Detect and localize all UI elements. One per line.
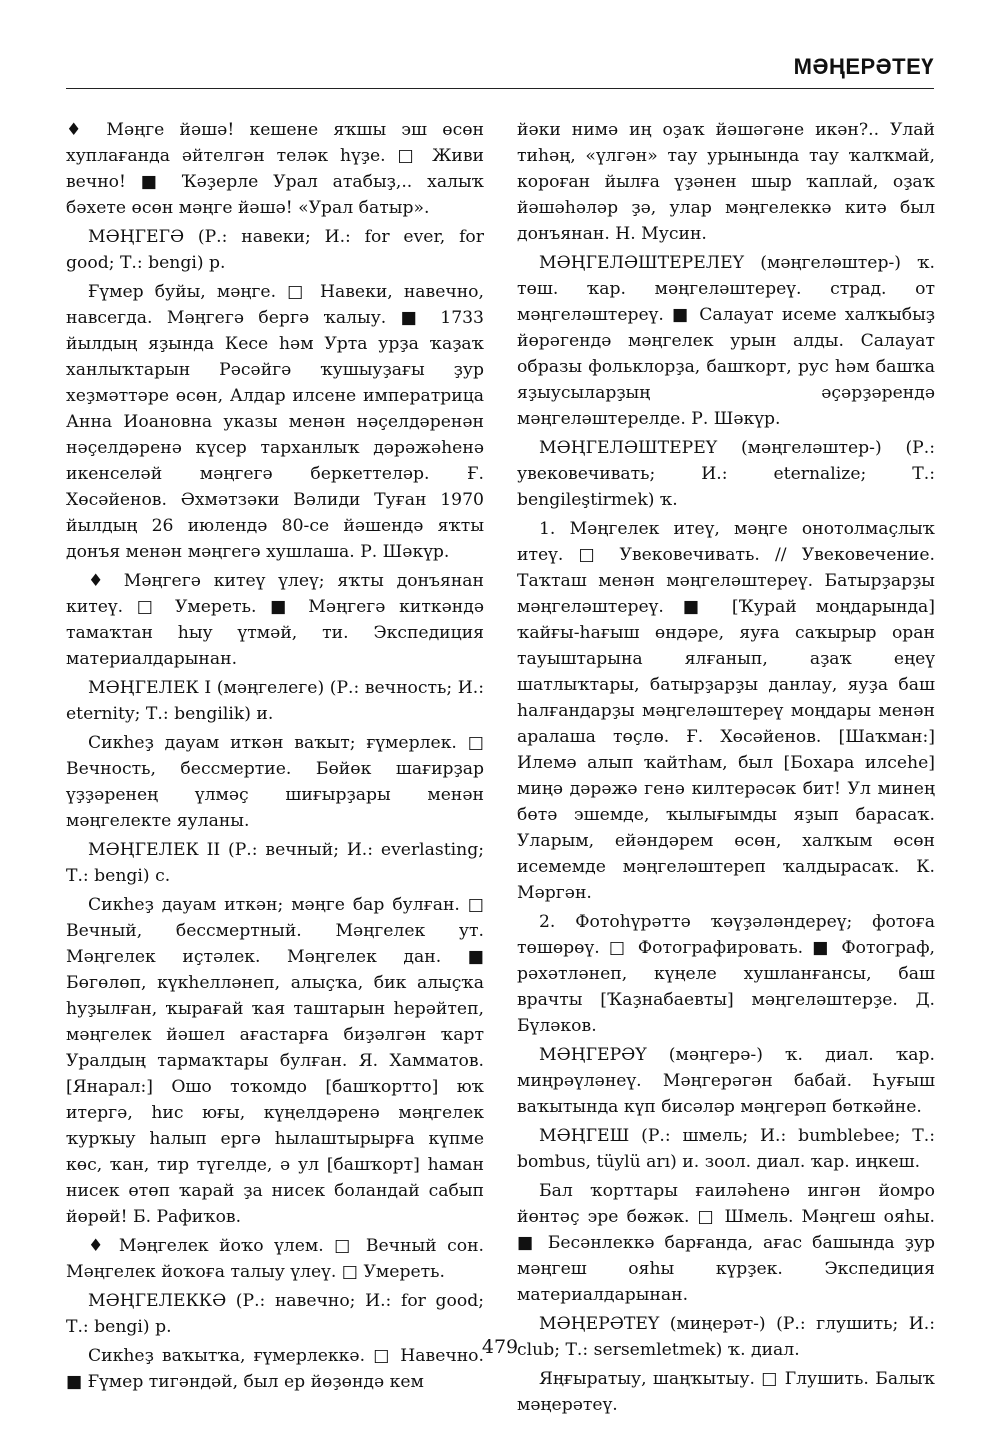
entry-text: ♦ Мәңгелек йоҡо үлем. □ Вечный сон. Мәңгелек йоҡоға талыу үлеү. □ Умереть. bbox=[66, 1236, 484, 1282]
entry-headword: МӘҢГЕРӘҮ (мәңгерә-) ҡ. диал. ҡар. миңрәүләнеү. Мәңгерәгән бабай. Һуғыш ваҡытында күп бисәләр мәңгерәп бөткәйне. bbox=[517, 1045, 935, 1117]
left-column bbox=[66, 117, 484, 1398]
entry-text: йәки нимә иң оҙаҡ йәшәгәне икән?.. Улай тиһәң, «үлгән» тау урынында тау ҡалҡмай, короған йылға үҙәнен шыр ҡаплай, оҙаҡ йәшәһәләр ҙә, улар мәңгелеккә китә был донъянан. Н. Мусин. bbox=[517, 120, 935, 244]
entry-headword: МӘҢГЕЛЕК I (мәңгелеге) (Р.: вечность; И.: eternity; Т.: bengilik) и. bbox=[66, 678, 484, 724]
entry-headword: МӘҢГЕШ (Р.: шмель; И.: bumblebee; Т.: bombus, tüylü arı) и. зоол. диал. ҡар. иңкеш. bbox=[517, 1126, 935, 1172]
entry-headword: МӘҢГЕЛЕК II (Р.: вечный; И.: everlasting; Т.: bengi) с. bbox=[66, 840, 484, 886]
entry-text: Сикһеҙ ваҡытҡа, ғүмерлеккә. □ Навечно. ■ Ғүмер тигәндәй, был ер йөҙөндә кем bbox=[66, 1346, 484, 1392]
entry-headword: МӘҢЕРӘТЕҮ (миңерәт-) (Р.: глушить; И.: club; Т.: sersemletmek) ҡ. диал. bbox=[517, 1314, 935, 1360]
page-number: 479 bbox=[481, 1336, 519, 1358]
entry-text: Сикһеҙ дауам иткән; мәңге бар булған. □ Вечный, бессмертный. Мәңгелек ут. Мәңгелек иҫтәлек. Мәңгелек дан. ■ Бөгөлөп, күкһелләнеп, алыҫҡа, бик алыҫҡа һуҙылған, ҡырағай ҡая таштарын һерәйтеп, мәңгелек йәшел ағастарға биҙәлгән ҡарт Уралдың тармаҡтары булған. Я. Хамматов. [Янарал:] Ошо тоҡомдо [башҡортто] юҡ итергә, һис юғы, күңелдәренә мәңгелек ҡурҡыу һалып ергә һылаштырырға күпме көс, ҡан, тир түгелде, ә ул [башҡорт] һаман нисек өтөп ҡарай ҙа нисек боландай сабып йөрөй! Б. Рафиҡов. bbox=[66, 895, 484, 1227]
entry-text: ♦ Мәңге йәшә! кешене яҡшы эш өсөн хуплағанда әйтелгән теләк һүҙе. □ Живи вечно! ■ Ҡәҙерле Урал атабыҙ,.. халыҡ бәхете өсөн мәңге йәшә! «Урал батыр». bbox=[66, 120, 484, 218]
entry-text: 1. Мәңгелек итеү, мәңге онотолмаҫлыҡ итеү. □ Увековечивать. // Увековечение. Таҡташ менән мәңгеләштереү. Батырҙарҙы мәңгеләштереү. ■ [Ҡурай моңдарында] ҡайғы-һағыш өндәре, яуға саҡырыр оран тауыштарына ялғанып, аҙаҡ еңеү шатлыҡтары, батырҙарҙы данлау, яуҙа баш һалғандарҙы мәңгеләштереү моңдары менән аралаша төҫлө. Ғ. Хөсәйенов. [Шаҡман:] Илемә алып ҡайтһам, был [Бохара илсеһе] миңә дәрәжә генә килтерәсәк бит! Ул минең бөтә эшемде, ҡылығымды яҙып барасаҡ. Уларым, ейәндәрем өсөн, халҡым өсөн исемемде мәңгеләштереп ҡалдырасаҡ. К. Мәргән. bbox=[517, 519, 935, 903]
entry-text: 2. Фотоһүрәттә ҡәүҙәләндереү; фотоға төшөрөү. □ Фотографировать. ■ Фотограф, рәхәтләнеп, күңеле хушланғансы, баш врачты [Ҡаҙнабаевты] мәңгеләштерҙе. Д. Бүләков. bbox=[517, 912, 935, 1036]
entry-headword: МӘҢГЕЛЕККӘ (Р.: навечно; И.: for good; Т.: bengi) р. bbox=[66, 1291, 484, 1337]
header-rule bbox=[66, 88, 934, 89]
entry-headword: МӘҢГЕГӘ (Р.: навеки; И.: for ever, for good; Т.: bengi) р. bbox=[66, 227, 484, 273]
entry-text: Сикһеҙ дауам иткән ваҡыт; ғүмерлек. □ Вечность, бессмертие. Бөйөк шағирҙар үҙҙәренең үлмәҫ шиғырҙары менән мәңгелекте яуланы. bbox=[66, 733, 484, 831]
entry-text: Ғүмер буйы, мәңге. □ Навеки, навечно, навсегда. Мәңгегә бергә ҡалыу. ■ 1733 йылдың яҙында Кесе һәм Урта урҙа ҡаҙаҡ ханлыҡтарын Рәсәйгә ҡушыуҙағы ҙур хеҙмәттәре өсөн, Алдар илсене императрица Анна Иоановна указы менән нәҫелдәренән нәҫелдәренә күсер тарханлыҡ дәрәжәһенә икенселәй мәңгегә беркеттеләр. Ғ. Хөсәйенов. Әхмәтзәки Вәлиди Туған 1970 йылдың 26 июлендә 80-се йәшендә яҡты донъя менән мәңгегә хушлаша. Р. Шәкүр. bbox=[66, 282, 484, 562]
entry-text: Бал ҡорттары ғаиләһенә ингән йомро йөнтәҫ эре бөжәк. □ Шмель. Мәңгеш ояһы. ■ Бесәнлеккә барғанда, ағас башында ҙур мәңгеш ояһы күрҙек. Экспедиция материалдарынан. bbox=[517, 1181, 935, 1305]
right-column bbox=[517, 117, 935, 1421]
entry-headword: МӘҢГЕЛӘШТЕРЕҮ (мәңгеләштер-) (Р.: увековечивать; И.: eternalize; Т.: bengileştirmek) ҡ. bbox=[517, 438, 935, 510]
entry-headword: МӘҢГЕЛӘШТЕРЕЛЕҮ (мәңгеләштер-) ҡ. төш. ҡар. мәңгеләштереү. страд. от мәңгеләштереү. ■ Салауат исеме халҡыбыҙ йөрәгендә мәңгелек урын алды. Салауат образы фольклорҙа, башҡорт, рус һәм башҡа яҙыусыларҙың әҫәрҙәрендә мәңгеләштерелде. Р. Шәкүр. bbox=[517, 253, 935, 429]
running-head: МӘҢЕРӘТЕҮ bbox=[793, 54, 934, 79]
entry-text: ♦ Мәңгегә китеү үлеү; яҡты донъянан китеү. □ Умереть. ■ Мәңгегә киткәндә тамаҡтан һыу үтмәй, ти. Экспедиция материалдарынан. bbox=[66, 571, 484, 669]
entry-text: Яңғыратыу, шаңҡытыу. □ Глушить. Балыҡ мәңерәтеү. bbox=[517, 1369, 935, 1415]
